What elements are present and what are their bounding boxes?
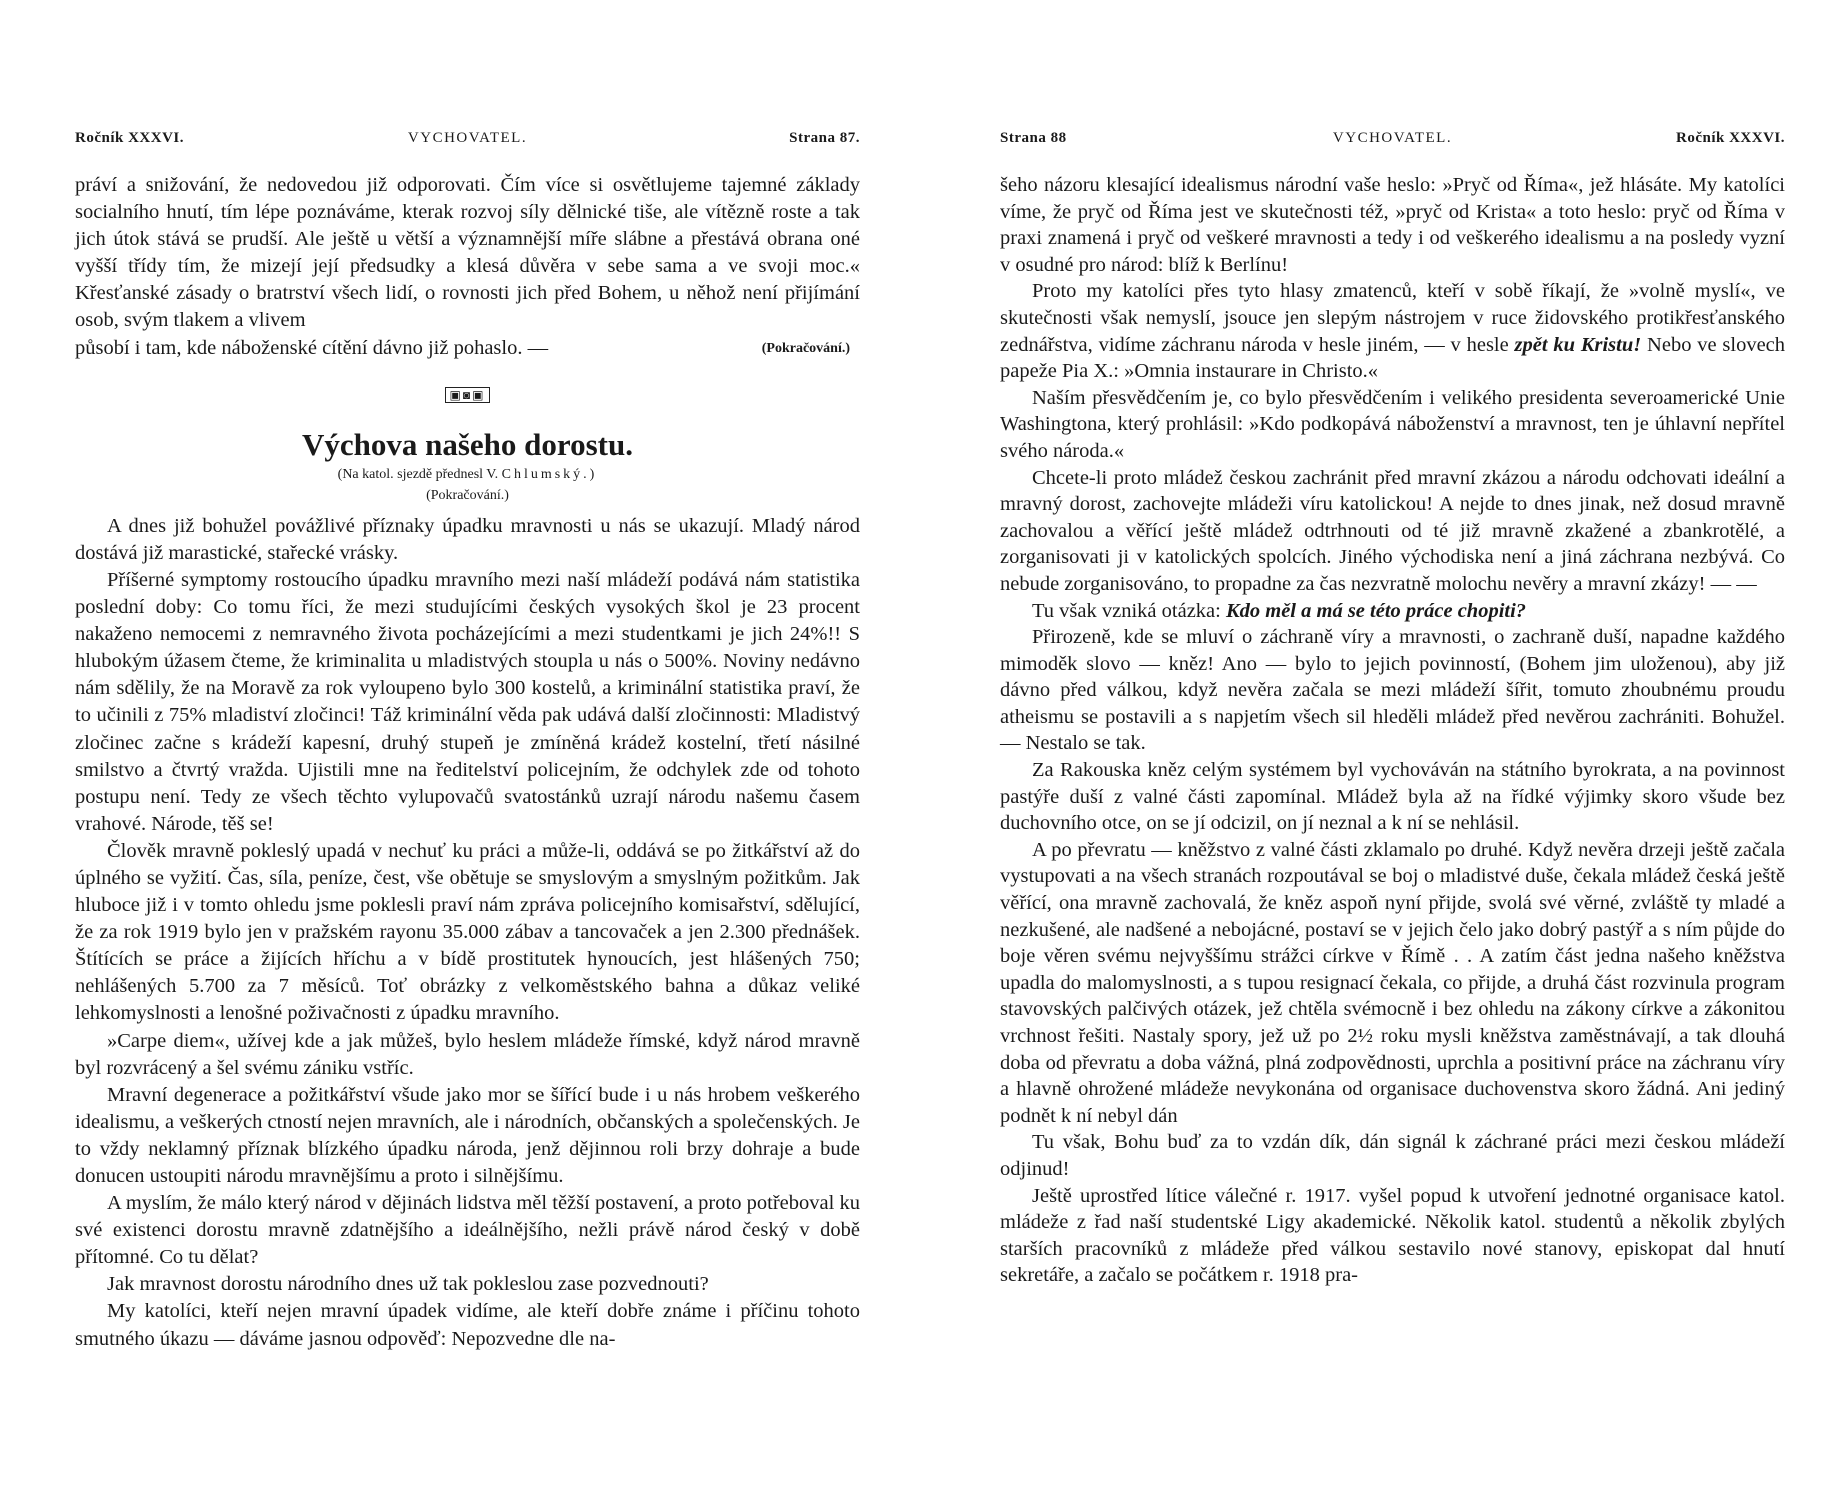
section-ornament bbox=[75, 380, 860, 407]
page-number: Strana 87. bbox=[789, 130, 860, 146]
paragraph: Chcete-li proto mládež českou zachránit před mravní zkázou a národu odchovati ideální a mravný dorost, zachovejte mládeži víru katolickou! A nejde to dnes jinak, než dosud mravně zachovalou a věřící ještě mládež odtrhnouti od té již mravně zkažené a zbankrotělé, a zorganisovati ji v katolických spolcích. Jiného východiska není a jiná záchrana nezbývá. Co nebude zorganisováno, to propadne za čas nezvratně molochu nevěry a mravní zkázy! — — bbox=[1000, 466, 1785, 595]
paragraph: Člověk mravně pokleslý upadá v nechuť ku práci a může-li, oddává se po žitkářství až do úplného se vyžití. Čas, síla, peníze, čest, vše obětuje se smyslovým a smyslným požitkům. Jak hluboce již i v tomto ohledu jsme poklesli praví nám zpráva policejního komisařství, sdělující, že za rok 1919 bylo jen v pražském rayonu 35.000 zábav a tancovaček a jen 2.300 přednášek. Štítících se práce a žijících hříchu a v bídě prostitutek hynoucích, jest hlášených 750; nehlášených 5.700 za 7 měsíců. Toť obrázky z velkoměstského bahna a důkaz veliké lehkomyslnosti a lenošné poživačnosti z úpadku mravního. bbox=[75, 839, 860, 1025]
continuation-note: (Pokračování.) bbox=[761, 340, 850, 356]
text-run: Proto my katolíci přes tyto hlasy zmatenců, kteří v sobě říkají, že »volně myslí«, ve skutečnosti však nemyslí, jsouce jen slepým nástrojem v ruce židovského protikřesťanského zednářstva, vidíme záchranu národa v hesle jiném, — v hesle bbox=[1000, 280, 1785, 356]
paragraph: Jak mravnost dorostu národního dnes už tak pokleslou zase pozvednouti? bbox=[107, 1273, 709, 1296]
emphasis: Kdo měl a má se této práce chopiti? bbox=[1225, 599, 1527, 622]
left-page-body bbox=[75, 172, 860, 1353]
paragraph: »Carpe diem«, užívej kde a jak můžeš, bylo heslem mládeže římské, když národ mravně byl rozvrácený a šel svému zániku vstříc. bbox=[75, 1029, 860, 1079]
paragraph: A dnes již bohužel povážlivé příznaky úpadku mravnosti u nás se ukazují. Mladý národ dostává již marastické, stařecké vrásky. bbox=[75, 514, 860, 564]
paragraph: Mravní degenerace a požitkářství všude jako mor se šířící bude i u nás hrobem veškerého idealismu, a veškerých ctností nejen mravních, ale i národních, občanských a společenských. Je to vždy neklamný příznak blízkého úpadku národa, jenž dějinnou roli brzy dohraje a bude donucen ustoupiti národu mravnějšímu a proto i silnějšímu. bbox=[75, 1083, 860, 1187]
paragraph: Za Rakouska kněz celým systémem byl vychováván na státního byrokrata, a na povinnost pastýře duší z valné části zapomínal. Mládež byla až na řídké výjimky skoro všude bez duchovního otce, on se jí odcizil, on jí neznal a k ní se nehlásil. bbox=[1000, 759, 1785, 835]
paragraph: Naším přesvědčením je, co bylo přesvědčením i velikého presidenta severoamerické Unie Washingtona, který prohlásil: »Kdo podkopává náboženství a mravnost, ten je úhlavní nepřítel svého národa.« bbox=[1000, 386, 1785, 462]
continued-paragraph-end bbox=[75, 335, 860, 362]
paragraph: Přirozeně, kde se mluví o záchraně víry a mravnosti, o zachraně duší, napadne každého mimoděk slovo — kněz! Ano — bylo to jejich povinností, (Bohem jim uloženou), aby již dávno před válkou, když nevěra začala se mezi mládeží šířit, tomuto zhoubnému proudu atheismu se postavili a s napjetím všech sil hleděli mládež před nevěrou zachrániti. Bohužel. — Nestalo se tak. bbox=[1000, 626, 1785, 755]
paragraph: A po převratu — kněžstvo z valné části zklamalo po druhé. Když nevěra drzeji ještě začala vystupovati a na všech stranách rozpoutával se boj o mladistvé duše, čekala mládež česká ještě věřící, ona mravně zachovalá, že kněz aspoň nyní přijde, svolá své věrné, zvláště ty mladé a nezkušené, ale nadšené a nebojácné, postaví se v jejich čelo jako dobrý pastýř a s ním půjde do boje věren svému nejvyššímu strážci církve v Římě . . A zatím část jedna našeho kněžstva upadla do malomyslnosti, a s tupou resignací čekala, co přijde, a druhá část rozvinula program stavovských palčivých otázek, jež chtěla svémocně i bez ohledu na zákony církve a zákonitou vrchnost řešiti. Nastaly spory, jež už po 2½ roku mysli kněžstva zaměstnávají, a tak dlouhá doba od převratu a doba vážná, plná zodpovědnosti, uprchla a positivní práce na záchranu víry a hlavně ohrožené mládeže nevykonána od organisace duchovenstva skoro žádná. Ani jediný podnět k ní nebyl dán bbox=[1000, 838, 1785, 1127]
right-page bbox=[1000, 0, 1785, 1500]
ornament-icon: ▣◙▣ bbox=[445, 387, 491, 403]
paragraph bbox=[1000, 278, 1785, 384]
paragraph: Tu však, Bohu buď za to vzdán dík, dán signál k záchrané práci mezi českou mládeží odjinud! bbox=[1000, 1131, 1785, 1180]
paragraph: Ještě uprostřed lítice válečné r. 1917. vyšel popud k utvoření jednotné organisace katol. mládeže z řad naší studentské Ligy akademické. Několik katol. studentů a několik zbylých starších pracovníků z mládeže před válkou sestavilo nové stanovy, episkopat dal hnutí sekretáře, a začalo se počátkem r. 1918 pra- bbox=[1000, 1184, 1785, 1287]
article-continuation: (Pokračování.) bbox=[426, 487, 509, 503]
right-page-body bbox=[1000, 172, 1785, 1289]
running-title: VYCHOVATEL. bbox=[1332, 130, 1453, 146]
running-title: VYCHOVATEL. bbox=[407, 130, 528, 146]
subtitle-prefix: (Na katol. sjezdě přednesl V. bbox=[337, 466, 499, 482]
paragraph: My katolíci, kteří nejen mravní úpadek vidíme, ale kteří dobře známe i příčinu tohoto smutného úkazu — dáváme jasnou odpověď: Nepozvedne dle na- bbox=[75, 1300, 860, 1350]
volume-label: Ročník XXXVI. bbox=[75, 130, 185, 146]
subtitle-author: Chlumský.) bbox=[501, 466, 598, 482]
volume-label: Ročník XXXVI. bbox=[1675, 130, 1785, 146]
left-page bbox=[75, 0, 860, 1500]
paragraph: A myslím, že málo který národ v dějinách lidstva měl těžší postavení, a proto potřeboval ku své existenci dorostu mravně zdatnějšího a ideálnějšího, nežli právě národ český v době přítomné. Co tu dělat? bbox=[75, 1192, 860, 1269]
paragraph: šeho názoru klesající idealismus národní vaše heslo: »Pryč od Říma«, jež hlásáte. My katolíci víme, že pryč od Říma jest ve skutečnosti též, »pryč od Krista« a toto heslo: pryč od Říma v praxi znamená i pryč od veškeré mravnosti a tedy i od veškerého idealismu a na posledy vyzní v osudné pro národ: blíž k Berlínu! bbox=[1000, 174, 1785, 276]
right-page-header bbox=[1000, 130, 1785, 154]
paragraph-last-line: působí i tam, kde náboženské cítění dávno již pohaslo. — bbox=[75, 336, 549, 359]
page-number: Strana 88 bbox=[1000, 130, 1067, 146]
paragraph: Příšerné symptomy rostoucího úpadku mravního mezi naší mládeží podává nám statistika poslední doby: Co tomu říci, že mezi studujícími českých vysokých škol je 23 procent nakaženo nemocemi z nemravného života pocházejícími a mezi studentkami je jich 24%!! S hlubokým úžasem čteme, že kriminalita u mladistvých stoupla u nás o 500%. Noviny nedávno nám sdělily, že na Moravě za rok vyloupeno bylo 300 kostelů, a kriminální statistika praví, že to učinili z 75% mladiství zločinci! Táž kriminální věda pak udává další zločinnosti: Mladistvý zločinec začne s krádeží kapesní, druhý stupeň je zmíněná krádež kostelní, třetí násilné smilstvo a čtvrtý vražda. Ujistili mne na ředitelství policejním, že odchylek zde od tohoto postupu není. Tedy ze všech těchto vylupovačů svatostánků uzrají národu našemu časem vrahové. Národe, těš se! bbox=[75, 568, 860, 835]
left-page-header bbox=[75, 130, 860, 154]
continued-paragraph: práví a snižování, že nedovedou již odporovati. Čím více si osvětlujeme tajemné základy socialního hnutí, tím lépe poznáváme, kterak rozvoj síly dělnické tiše, ale vítězně roste a tak jich útok stává se prudší. Ale ještě u větší a významnější míře slábne a přestává obrana oné vyšší třídy tím, že mizejí její předsudky a klesá důvěra v sebe sama a ve svoji moc.« Křesťanské zásady o bratrství všech lidí, o rovnosti jich před Bohem, u něhož není přijímání osob, svým tlakem a vlivem bbox=[75, 174, 860, 332]
text-run: Tu však vzniká otázka: bbox=[1032, 599, 1221, 622]
article-title: Výchova našeho dorostu. bbox=[301, 426, 633, 462]
text-run: Nebo ve slovech papeže Pia X.: »Omnia instaurare in Christo.« bbox=[1000, 333, 1786, 383]
emphasis: zpět ku Kristu! bbox=[1514, 333, 1642, 356]
article-subtitle bbox=[75, 465, 860, 485]
paragraph bbox=[1000, 598, 1785, 625]
